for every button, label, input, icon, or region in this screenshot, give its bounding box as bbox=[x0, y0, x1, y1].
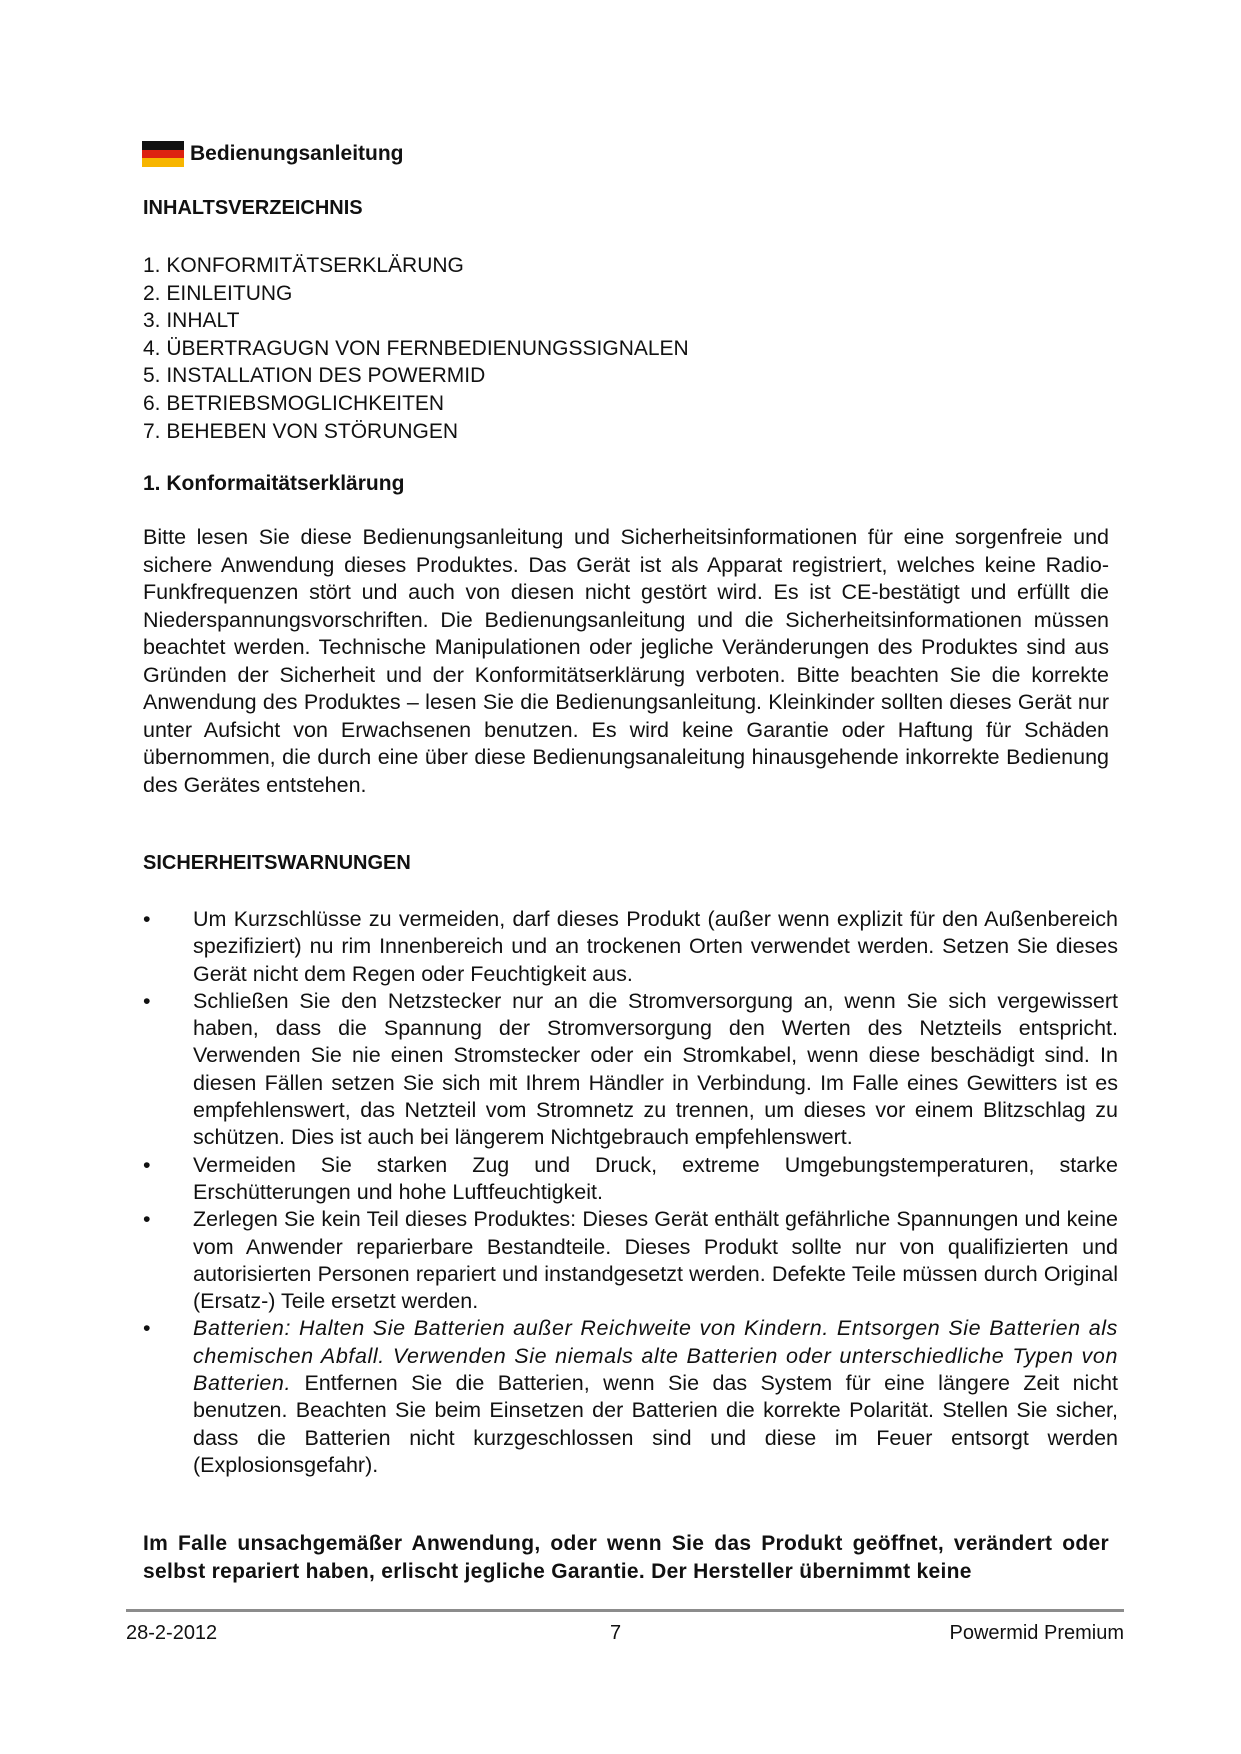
list-item bbox=[143, 1315, 1118, 1479]
bullet-text: Um Kurzschlüsse zu vermeiden, darf dieses Produkt (außer wenn explizit für den Außenbereich spezifiziert) nu rim Innenbereich und an trockenen Orten verwendet werden. Setzen Sie dieses Gerät nicht dem Regen oder Feuchtigkeit aus. bbox=[193, 907, 1118, 986]
toc-item: 5. INSTALLATION DES POWERMID bbox=[143, 364, 486, 388]
bullet-text: Entfernen Sie die Batterien, wenn Sie das System für eine längere Zeit nicht benutzen. Beachten Sie beim Einsetzen der Batterien die korrekte Polarität. Stellen Sie sicher, dass die Batterien nicht kurzgeschlossen sind und diese im Feuer entsorgt werden (Explosionsgefahr). bbox=[193, 1371, 1118, 1477]
footer-date: 28-2-2012 bbox=[126, 1622, 218, 1644]
toc-item: 4. ÜBERTRAGUGN VON FERNBEDIENUNGSSIGNALEN bbox=[143, 336, 689, 360]
safety-heading: SICHERHEITSWARNUNGEN bbox=[143, 852, 411, 874]
bullet-icon: • bbox=[143, 1152, 151, 1177]
flag-stripe-gold bbox=[142, 158, 184, 167]
toc-item: 6. BETRIEBSMOGLICHKEITEN bbox=[143, 391, 445, 415]
section-heading: 1. Konformaitätserklärung bbox=[143, 472, 405, 495]
bullet-text: Zerlegen Sie kein Teil dieses Produktes: Dieses Gerät enthält gefährliche Spannungen und keine vom Anwender reparierbare Bestandteile. Dieses Produkt sollte nur von qualifizierten und autorisierten Personen repariert und instandgesetzt werden. Defekte Teile müssen durch Original (Ersatz-) Teile ersetzt werden. bbox=[193, 1207, 1118, 1314]
toc-title: INHALTSVERZEICHNIS bbox=[143, 197, 363, 219]
toc-item: 2. EINLEITUNG bbox=[143, 281, 293, 305]
bullet-italic-text: Batterien: Halten Sie Batterien außer Reichweite von Kindern. Entsorgen Sie Batterien als chemischen Abfall. Verwenden Sie niemals alte Batterien oder unterschiedliche Typen von Batterien. bbox=[193, 1316, 1118, 1396]
document-header bbox=[142, 140, 404, 168]
bullet-icon: • bbox=[143, 1316, 151, 1341]
flag-stripe-red bbox=[142, 150, 184, 159]
bullet-icon: • bbox=[143, 907, 151, 931]
footer-divider bbox=[126, 1609, 1124, 1612]
bullet-icon: • bbox=[143, 988, 151, 1013]
list-item bbox=[143, 1206, 1118, 1315]
toc-item: 1. KONFORMITÄTSERKLÄRUNG bbox=[143, 254, 464, 277]
list-item bbox=[143, 1152, 1118, 1207]
flag-stripe-black bbox=[142, 141, 184, 150]
list-item bbox=[143, 988, 1118, 1152]
document-title: Bedienungsanleitung bbox=[190, 142, 404, 165]
footer-product-name: Powermid Premium bbox=[949, 1622, 1124, 1644]
page-number: 7 bbox=[610, 1622, 622, 1644]
list-item bbox=[143, 906, 1118, 988]
warranty-warning: Im Falle unsachgemäßer Anwendung, oder wenn Sie das Produkt geöffnet, verändert oder selbst repariert haben, erlischt jegliche Garantie. Der Hersteller übernimmt keine bbox=[143, 1532, 1109, 1583]
bullet-icon: • bbox=[143, 1207, 151, 1232]
bullet-text: Vermeiden Sie starken Zug und Druck, extreme Umgebungstemperaturen, starke Erschütterungen und hohe Luftfeuchtigkeit. bbox=[193, 1152, 1118, 1204]
toc-item: 3. INHALT bbox=[143, 309, 240, 333]
bullet-text: Schließen Sie den Netzstecker nur an die Stromversorgung an, wenn Sie sich vergewissert haben, dass die Spannung der Stromversorgung den Werten des Netzteils entspricht. Verwenden Sie nie einen Stromstecker oder ein Stromkabel, wenn diese beschädigt sind. In diesen Fällen setzen Sie sich mit Ihrem Händler in Verbindung. Im Falle eines Gewitters ist es empfehlenswert, das Netzteil vom Stromnetz zu trennen, um dieses vor einem Blitzschlag zu schützen. Dies ist auch bei längerem Nichtgebrauch empfehlenswert. bbox=[193, 988, 1118, 1150]
safety-warnings-list bbox=[143, 906, 1118, 1479]
table-of-contents bbox=[143, 252, 689, 445]
germany-flag-icon bbox=[142, 141, 184, 167]
conformity-paragraph: Bitte lesen Sie diese Bedienungsanleitung und Sicherheitsinformationen für eine sorgenfreie und sichere Anwendung dieses Produktes. Das Gerät ist als Apparat registriert, welches keine Radio-Funkfrequenzen stört und auch von diesen nicht gestört wird. Es ist CE-bestätigt und erfüllt die Niederspannungsvorschriften. Die Bedienungsanleitung und die Sicherheitsinformationen müssen beachtet werden. Technische Manipulationen oder jegliche Veränderungen des Produktes sind aus Gründen der Sicherheit und der Konformitätserklärung verboten. Bitte beachten Sie die korrekte Anwendung des Produktes – lesen Sie die Bedienungsanleitung. Kleinkinder sollten dieses Gerät nur unter Aufsicht von Erwachsenen benutzen. Es wird keine Garantie oder Haftung für Schäden übernommen, die durch eine über diese Bedienungsanaleitung hinausgehende inkorrekte Bedienung des Gerätes entstehen. bbox=[143, 525, 1109, 797]
toc-item: 7. BEHEBEN VON STÖRUNGEN bbox=[143, 419, 459, 443]
